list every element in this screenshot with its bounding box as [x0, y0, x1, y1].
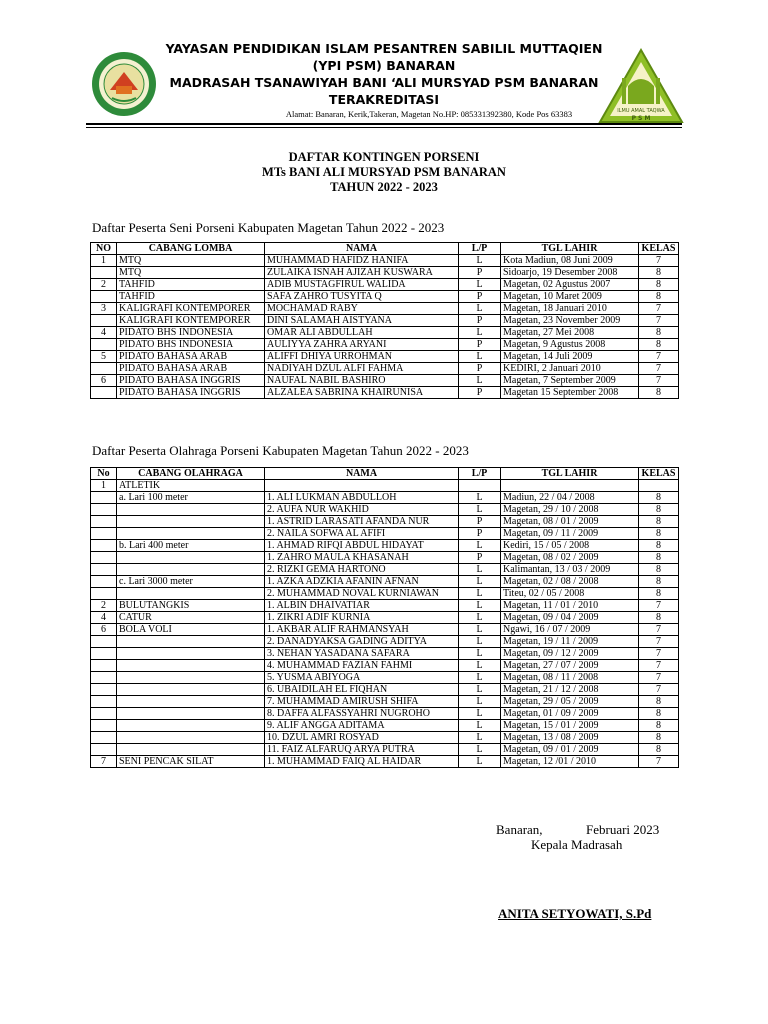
- table-cell: P: [459, 315, 501, 327]
- table-cell: Magetan, 11 / 01 / 2010: [501, 600, 639, 612]
- column-header: L/P: [459, 243, 501, 255]
- table-cell: Magetan, 09 / 01 / 2009: [501, 744, 639, 756]
- table-cell: Kalimantan, 13 / 03 / 2009: [501, 564, 639, 576]
- column-header: CABANG LOMBA: [117, 243, 265, 255]
- table-cell: L: [459, 588, 501, 600]
- table-cell: [91, 315, 117, 327]
- table-cell: Magetan, 02 / 08 / 2008: [501, 576, 639, 588]
- table-cell: 8: [639, 612, 679, 624]
- table-cell: Magetan, 15 / 01 / 2009: [501, 720, 639, 732]
- table-cell: Magetan, 29 / 05 / 2009: [501, 696, 639, 708]
- table-cell: KALIGRAFI KONTEMPORER: [117, 303, 265, 315]
- table-row: [91, 267, 679, 279]
- table-cell: 1: [91, 255, 117, 267]
- table-cell: P: [459, 552, 501, 564]
- table-cell: AULIYYA ZAHRA ARYANI: [265, 339, 459, 351]
- table-cell: L: [459, 279, 501, 291]
- table-cell: 7: [639, 363, 679, 375]
- table-cell: 7: [639, 600, 679, 612]
- column-header: KELAS: [639, 243, 679, 255]
- table-cell: L: [459, 504, 501, 516]
- table-cell: [501, 480, 639, 492]
- signature-date: Februari 2023: [586, 822, 660, 837]
- table-row: [91, 339, 679, 351]
- table-cell: [91, 660, 117, 672]
- table-row: [91, 564, 679, 576]
- table-cell: 6: [91, 375, 117, 387]
- table-row: [91, 720, 679, 732]
- table-cell: Magetan, 27 Mei 2008: [501, 327, 639, 339]
- table-cell: [91, 267, 117, 279]
- table-cell: 8: [639, 267, 679, 279]
- table-cell: L: [459, 744, 501, 756]
- table-cell: 8: [639, 492, 679, 504]
- table-cell: Kediri, 15 / 05 / 2008: [501, 540, 639, 552]
- table-cell: [91, 552, 117, 564]
- table-row: [91, 576, 679, 588]
- table-cell: Magetan, 29 / 10 / 2008: [501, 504, 639, 516]
- table-cell: 8: [639, 696, 679, 708]
- table-cell: L: [459, 684, 501, 696]
- table-row: [91, 660, 679, 672]
- table-cell: 8: [639, 708, 679, 720]
- table-cell: ZULAIKA ISNAH AJIZAH KUSWARA: [265, 267, 459, 279]
- table-cell: 2. DANADYAKSA GADING ADITYA: [265, 636, 459, 648]
- table-cell: [117, 696, 265, 708]
- table-cell: 7: [639, 672, 679, 684]
- table-cell: 7: [639, 660, 679, 672]
- olahraga-subtitle: Daftar Peserta Olahraga Porseni Kabupaten Magetan Tahun 2022 - 2023: [92, 443, 469, 458]
- table-row: [91, 504, 679, 516]
- table-cell: [91, 516, 117, 528]
- column-header: TGL LAHIR: [501, 468, 639, 480]
- table-cell: 8: [639, 576, 679, 588]
- table-cell: P: [459, 267, 501, 279]
- table-cell: L: [459, 255, 501, 267]
- table-cell: CATUR: [117, 612, 265, 624]
- table-cell: [91, 492, 117, 504]
- table-cell: [117, 516, 265, 528]
- table-cell: SENI PENCAK SILAT: [117, 756, 265, 768]
- table-cell: [117, 564, 265, 576]
- table-cell: L: [459, 624, 501, 636]
- table-cell: L: [459, 612, 501, 624]
- table-cell: [91, 708, 117, 720]
- column-header: L/P: [459, 468, 501, 480]
- table-cell: 5: [91, 351, 117, 363]
- table-cell: BULUTANGKIS: [117, 600, 265, 612]
- table-row: [91, 528, 679, 540]
- table-cell: [91, 363, 117, 375]
- table-cell: [91, 588, 117, 600]
- table-row: [91, 279, 679, 291]
- document-title: [0, 150, 768, 195]
- table-cell: 8: [639, 279, 679, 291]
- table-cell: 8: [639, 720, 679, 732]
- column-header: No: [91, 468, 117, 480]
- table-cell: [91, 576, 117, 588]
- signature-role: Kepala Madrasah: [531, 837, 623, 852]
- table-cell: KALIGRAFI KONTEMPORER: [117, 315, 265, 327]
- table-cell: 7: [91, 756, 117, 768]
- table-row: [91, 363, 679, 375]
- table-cell: [91, 291, 117, 303]
- table-cell: P: [459, 339, 501, 351]
- table-cell: [117, 684, 265, 696]
- table-row: [91, 351, 679, 363]
- table-cell: L: [459, 375, 501, 387]
- letterhead-divider: [86, 123, 682, 125]
- table-cell: 7: [639, 315, 679, 327]
- table-cell: 2. MUHAMMAD NOVAL KURNIAWAN: [265, 588, 459, 600]
- table-cell: Ngawi, 16 / 07 / 2009: [501, 624, 639, 636]
- table-cell: NAUFAL NABIL BASHIRO: [265, 375, 459, 387]
- table-cell: 4: [91, 327, 117, 339]
- table-cell: ADIB MUSTAGFIRUL WALIDA: [265, 279, 459, 291]
- table-cell: Magetan, 08 / 11 / 2008: [501, 672, 639, 684]
- table-cell: 7. MUHAMMAD AMIRUSH SHIFA: [265, 696, 459, 708]
- table-cell: [639, 480, 679, 492]
- table-row: [91, 375, 679, 387]
- table-row: [91, 624, 679, 636]
- table-cell: TAHFID: [117, 279, 265, 291]
- table-cell: OMAR ALI ABDULLAH: [265, 327, 459, 339]
- table-cell: 3: [91, 303, 117, 315]
- table-row: [91, 708, 679, 720]
- table-cell: Magetan, 12 /01 / 2010: [501, 756, 639, 768]
- table-cell: 8: [639, 504, 679, 516]
- table-cell: [117, 708, 265, 720]
- title-line1: DAFTAR KONTINGEN PORSENI: [288, 150, 480, 164]
- table-cell: Magetan, 9 Agustus 2008: [501, 339, 639, 351]
- table-cell: 8: [639, 588, 679, 600]
- table-cell: Magetan, 27 / 07 / 2009: [501, 660, 639, 672]
- table-cell: 7: [639, 636, 679, 648]
- table-cell: 10. DZUL AMRI ROSYAD: [265, 732, 459, 744]
- table-cell: 8: [639, 327, 679, 339]
- table-cell: 4. MUHAMMAD FAZIAN FAHMI: [265, 660, 459, 672]
- table-cell: L: [459, 648, 501, 660]
- table-cell: 7: [639, 648, 679, 660]
- table-cell: P: [459, 528, 501, 540]
- table-cell: Magetan, 13 / 08 / 2009: [501, 732, 639, 744]
- table-cell: 7: [639, 303, 679, 315]
- table-cell: [91, 696, 117, 708]
- table-row: [91, 327, 679, 339]
- table-cell: L: [459, 708, 501, 720]
- table-cell: Magetan, 19 / 11 / 2009: [501, 636, 639, 648]
- signature-place: Banaran,: [496, 822, 543, 837]
- table-cell: 7: [639, 684, 679, 696]
- table-cell: Madiun, 22 / 04 / 2008: [501, 492, 639, 504]
- table-row: [91, 684, 679, 696]
- table-cell: [91, 339, 117, 351]
- table-row: [91, 648, 679, 660]
- table-cell: 1. ZAHRO MAULA KHASANAH: [265, 552, 459, 564]
- column-header: TGL LAHIR: [501, 243, 639, 255]
- table-cell: [117, 732, 265, 744]
- table-cell: [459, 480, 501, 492]
- table-cell: 1. AKBAR ALIF RAHMANSYAH: [265, 624, 459, 636]
- table-cell: [117, 660, 265, 672]
- table-cell: P: [459, 291, 501, 303]
- table-cell: L: [459, 720, 501, 732]
- table-cell: L: [459, 351, 501, 363]
- table-cell: Magetan, 18 Januari 2010: [501, 303, 639, 315]
- table-cell: L: [459, 696, 501, 708]
- table-cell: 1. ALBIN DHAIVATIAR: [265, 600, 459, 612]
- letterhead: [0, 40, 768, 120]
- table-cell: 7: [639, 351, 679, 363]
- column-header: KELAS: [639, 468, 679, 480]
- table-cell: PIDATO BAHASA INGGRIS: [117, 375, 265, 387]
- table-row: [91, 672, 679, 684]
- table-cell: Magetan, 09 / 04 / 2009: [501, 612, 639, 624]
- table-cell: Magetan, 09 / 12 / 2009: [501, 648, 639, 660]
- table-cell: [91, 744, 117, 756]
- table-cell: MOCHAMAD RABY: [265, 303, 459, 315]
- table-cell: [117, 720, 265, 732]
- table-cell: b. Lari 400 meter: [117, 540, 265, 552]
- table-row: [91, 588, 679, 600]
- table-cell: 1. ASTRID LARASATI AFANDA NUR: [265, 516, 459, 528]
- table-cell: 4: [91, 612, 117, 624]
- table-cell: KEDIRI, 2 Januari 2010: [501, 363, 639, 375]
- table-cell: [91, 564, 117, 576]
- table-cell: [91, 732, 117, 744]
- table-cell: [91, 540, 117, 552]
- table-cell: Magetan, 01 / 09 / 2009: [501, 708, 639, 720]
- seni-subtitle: Daftar Peserta Seni Porseni Kabupaten Magetan Tahun 2022 - 2023: [92, 220, 445, 235]
- table-cell: MUHAMMAD HAFIDZ HANIFA: [265, 255, 459, 267]
- table-cell: PIDATO BHS INDONESIA: [117, 339, 265, 351]
- table-cell: Titeu, 02 / 05 / 2008: [501, 588, 639, 600]
- table-row: [91, 612, 679, 624]
- table-cell: Magetan, 02 Agustus 2007: [501, 279, 639, 291]
- table-cell: c. Lari 3000 meter: [117, 576, 265, 588]
- table-cell: ATLETIK: [117, 480, 265, 492]
- table-cell: 8: [639, 540, 679, 552]
- column-header: NAMA: [265, 243, 459, 255]
- table-cell: L: [459, 564, 501, 576]
- table-cell: [117, 636, 265, 648]
- table-cell: 8: [639, 564, 679, 576]
- seni-header-row: [91, 243, 679, 255]
- letterhead-line1: YAYASAN PENDIDIKAN ISLAM PESANTREN SABILIL MUTTAQIEN: [165, 41, 603, 56]
- table-cell: PIDATO BHS INDONESIA: [117, 327, 265, 339]
- table-cell: 1. AZKA ADZKIA AFANIN AFNAN: [265, 576, 459, 588]
- table-cell: ALIFFI DHIYA URROHMAN: [265, 351, 459, 363]
- table-row: [91, 600, 679, 612]
- table-row: [91, 552, 679, 564]
- column-header: NAMA: [265, 468, 459, 480]
- table-cell: L: [459, 600, 501, 612]
- table-cell: 1. MUHAMMAD FAIQ AL HAIDAR: [265, 756, 459, 768]
- table-cell: PIDATO BAHASA INGGRIS: [117, 387, 265, 399]
- table-cell: ALZALEA SABRINA KHAIRUNISA: [265, 387, 459, 399]
- table-cell: DINI SALAMAH AISTYANA: [265, 315, 459, 327]
- table-cell: 8: [639, 291, 679, 303]
- table-cell: 1. ZIKRI ADIF KURNIA: [265, 612, 459, 624]
- table-cell: 3. NEHAN YASADANA SAFARA: [265, 648, 459, 660]
- table-cell: 7: [639, 624, 679, 636]
- table-cell: PIDATO BAHASA ARAB: [117, 363, 265, 375]
- table-row: [91, 696, 679, 708]
- table-cell: 2: [91, 600, 117, 612]
- table-cell: L: [459, 672, 501, 684]
- table-cell: 9. ALIF ANGGA ADITAMA: [265, 720, 459, 732]
- table-row: [91, 291, 679, 303]
- olahraga-table: [90, 467, 679, 768]
- table-cell: [117, 744, 265, 756]
- title-line3: TAHUN 2022 - 2023: [330, 180, 438, 194]
- table-cell: 1. AHMAD RIFQI ABDUL HIDAYAT: [265, 540, 459, 552]
- table-row: [91, 540, 679, 552]
- table-cell: 5. YUSMA ABIYOGA: [265, 672, 459, 684]
- table-cell: 8. DAFFA ALFASSYAHRI NUGROHO: [265, 708, 459, 720]
- table-row: [91, 636, 679, 648]
- table-cell: 1. ALI LUKMAN ABDULLOH: [265, 492, 459, 504]
- table-cell: L: [459, 732, 501, 744]
- table-cell: L: [459, 660, 501, 672]
- table-cell: [117, 504, 265, 516]
- table-cell: L: [459, 303, 501, 315]
- table-cell: [91, 387, 117, 399]
- table-cell: 6. UBAIDILAH EL FIQHAN: [265, 684, 459, 696]
- psm-logo-label: P S M: [631, 115, 651, 122]
- table-cell: 11. FAIZ ALFARUQ ARYA PUTRA: [265, 744, 459, 756]
- table-cell: 7: [639, 255, 679, 267]
- table-cell: P: [459, 363, 501, 375]
- letterhead-line2: (YPI PSM) BANARAN: [312, 58, 456, 73]
- table-cell: Sidoarjo, 19 Desember 2008: [501, 267, 639, 279]
- table-cell: 2. AUFA NUR WAKHID: [265, 504, 459, 516]
- table-cell: [91, 648, 117, 660]
- table-row: [91, 480, 679, 492]
- table-cell: Magetan, 09 / 11 / 2009: [501, 528, 639, 540]
- table-cell: Magetan, 14 Juli 2009: [501, 351, 639, 363]
- table-cell: BOLA VOLI: [117, 624, 265, 636]
- table-cell: [265, 480, 459, 492]
- table-cell: L: [459, 540, 501, 552]
- table-cell: PIDATO BAHASA ARAB: [117, 351, 265, 363]
- table-cell: Kota Madiun, 08 Juni 2009: [501, 255, 639, 267]
- table-cell: Magetan, 23 November 2009: [501, 315, 639, 327]
- psm-logo-motto: ILMU AMAL TAQWA: [617, 108, 665, 114]
- table-cell: L: [459, 327, 501, 339]
- table-cell: [117, 528, 265, 540]
- table-row: [91, 756, 679, 768]
- table-cell: L: [459, 576, 501, 588]
- table-row: [91, 315, 679, 327]
- table-cell: NADIYAH DZUL ALFI FAHMA: [265, 363, 459, 375]
- table-row: [91, 732, 679, 744]
- table-cell: 8: [639, 744, 679, 756]
- table-row: [91, 303, 679, 315]
- table-cell: 8: [639, 552, 679, 564]
- table-cell: MTQ: [117, 267, 265, 279]
- column-header: CABANG OLAHRAGA: [117, 468, 265, 480]
- table-cell: L: [459, 492, 501, 504]
- table-cell: 7: [639, 375, 679, 387]
- table-cell: 2: [91, 279, 117, 291]
- table-cell: Magetan 15 September 2008: [501, 387, 639, 399]
- column-header: NO: [91, 243, 117, 255]
- letterhead-divider-thin: [86, 127, 682, 128]
- table-cell: TAHFID: [117, 291, 265, 303]
- table-cell: [117, 672, 265, 684]
- letterhead-line4: TERAKREDITASI: [328, 92, 440, 107]
- table-cell: Magetan, 08 / 02 / 2009: [501, 552, 639, 564]
- table-row: [91, 516, 679, 528]
- table-row: [91, 744, 679, 756]
- table-cell: MTQ: [117, 255, 265, 267]
- table-cell: Magetan, 10 Maret 2009: [501, 291, 639, 303]
- table-cell: L: [459, 756, 501, 768]
- seni-table: [90, 242, 679, 399]
- signature-name: ANITA SETYOWATI, S.Pd: [498, 906, 652, 921]
- table-cell: 8: [639, 528, 679, 540]
- table-cell: [117, 552, 265, 564]
- table-cell: [117, 588, 265, 600]
- table-cell: 6: [91, 624, 117, 636]
- table-cell: 2. RIZKI GEMA HARTONO: [265, 564, 459, 576]
- table-cell: [91, 684, 117, 696]
- title-line2: MTs BANI ALI MURSYAD PSM BANARAN: [262, 165, 506, 179]
- table-cell: Magetan, 08 / 01 / 2009: [501, 516, 639, 528]
- table-row: [91, 492, 679, 504]
- table-row: [91, 255, 679, 267]
- table-cell: Magetan, 7 September 2009: [501, 375, 639, 387]
- table-cell: 8: [639, 516, 679, 528]
- table-cell: a. Lari 100 meter: [117, 492, 265, 504]
- olahraga-header-row: [91, 468, 679, 480]
- table-cell: L: [459, 636, 501, 648]
- table-cell: [91, 672, 117, 684]
- table-cell: [91, 636, 117, 648]
- table-cell: P: [459, 387, 501, 399]
- table-cell: 8: [639, 732, 679, 744]
- table-cell: [117, 648, 265, 660]
- table-cell: P: [459, 516, 501, 528]
- table-cell: [91, 720, 117, 732]
- letterhead-line3: MADRASAH TSANAWIYAH BANI ‘ALI MURSYAD PSM BANARAN: [169, 75, 599, 90]
- table-cell: 7: [639, 756, 679, 768]
- table-cell: 8: [639, 387, 679, 399]
- table-cell: 1: [91, 480, 117, 492]
- letterhead-address: Alamat: Banaran, Kerik,Takeran, Magetan No.HP: 085331392380, Kode Pos 63383: [285, 109, 573, 119]
- table-cell: [91, 528, 117, 540]
- table-cell: 2. NAILA SOFWA AL AFIFI: [265, 528, 459, 540]
- table-cell: SAFA ZAHRO TUSYITA Q: [265, 291, 459, 303]
- table-cell: Magetan, 21 / 12 / 2008: [501, 684, 639, 696]
- table-cell: 8: [639, 339, 679, 351]
- table-cell: [91, 504, 117, 516]
- table-row: [91, 387, 679, 399]
